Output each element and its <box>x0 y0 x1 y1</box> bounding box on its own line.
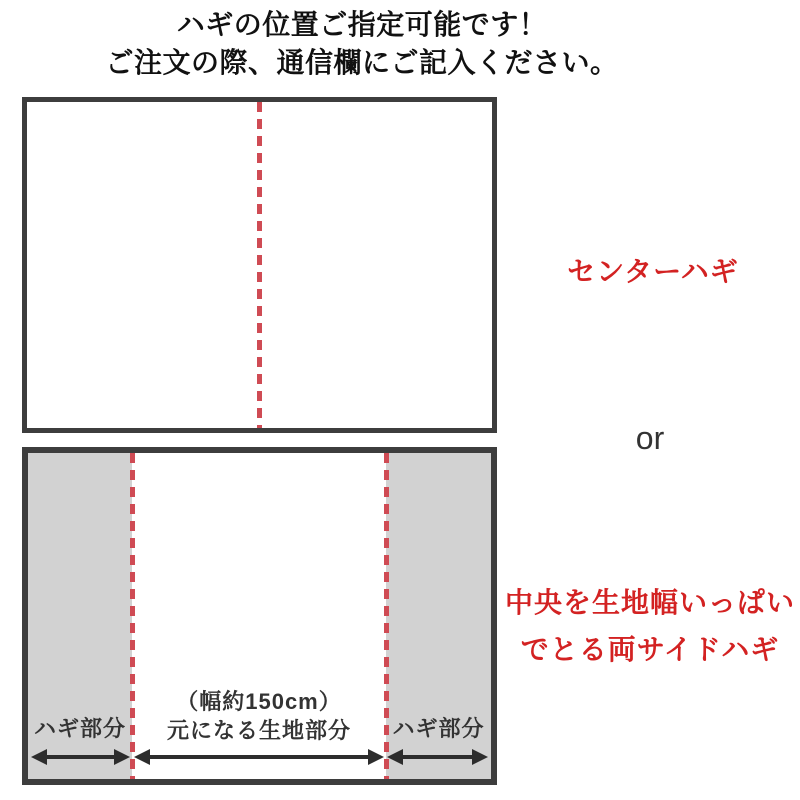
both-side-hagi-diagram <box>22 447 497 785</box>
center-seam-dashed-line <box>257 102 262 428</box>
left-section-width-arrow <box>31 749 130 765</box>
base-fabric-label: 元になる生地部分 <box>166 718 351 743</box>
fabric-width-label: （幅約150cm） <box>176 689 342 714</box>
header <box>0 6 724 82</box>
arrow-line <box>145 755 373 759</box>
center-hagi-diagram <box>22 97 497 433</box>
both-side-hagi-label-line-2: でとる両サイドハギ <box>520 634 780 665</box>
both-side-hagi-label-line-1: 中央を生地幅いっぱい <box>504 587 795 618</box>
center-hagi-label: センターハギ <box>567 256 739 287</box>
center-section-width-arrow <box>134 749 384 765</box>
right-section-width-arrow <box>387 749 488 765</box>
right-hagi-label: ハギ部分 <box>392 716 485 741</box>
left-hagi-label: ハギ部分 <box>33 716 126 741</box>
or-separator: or <box>635 420 665 456</box>
header-line-2: ご注文の際、通信欄にご記入ください。 <box>105 47 619 78</box>
both-side-hagi-label <box>500 588 800 665</box>
arrow-line <box>398 755 477 759</box>
arrow-line <box>42 755 119 759</box>
header-line-1: ハギの位置ご指定可能です！ <box>176 9 548 40</box>
